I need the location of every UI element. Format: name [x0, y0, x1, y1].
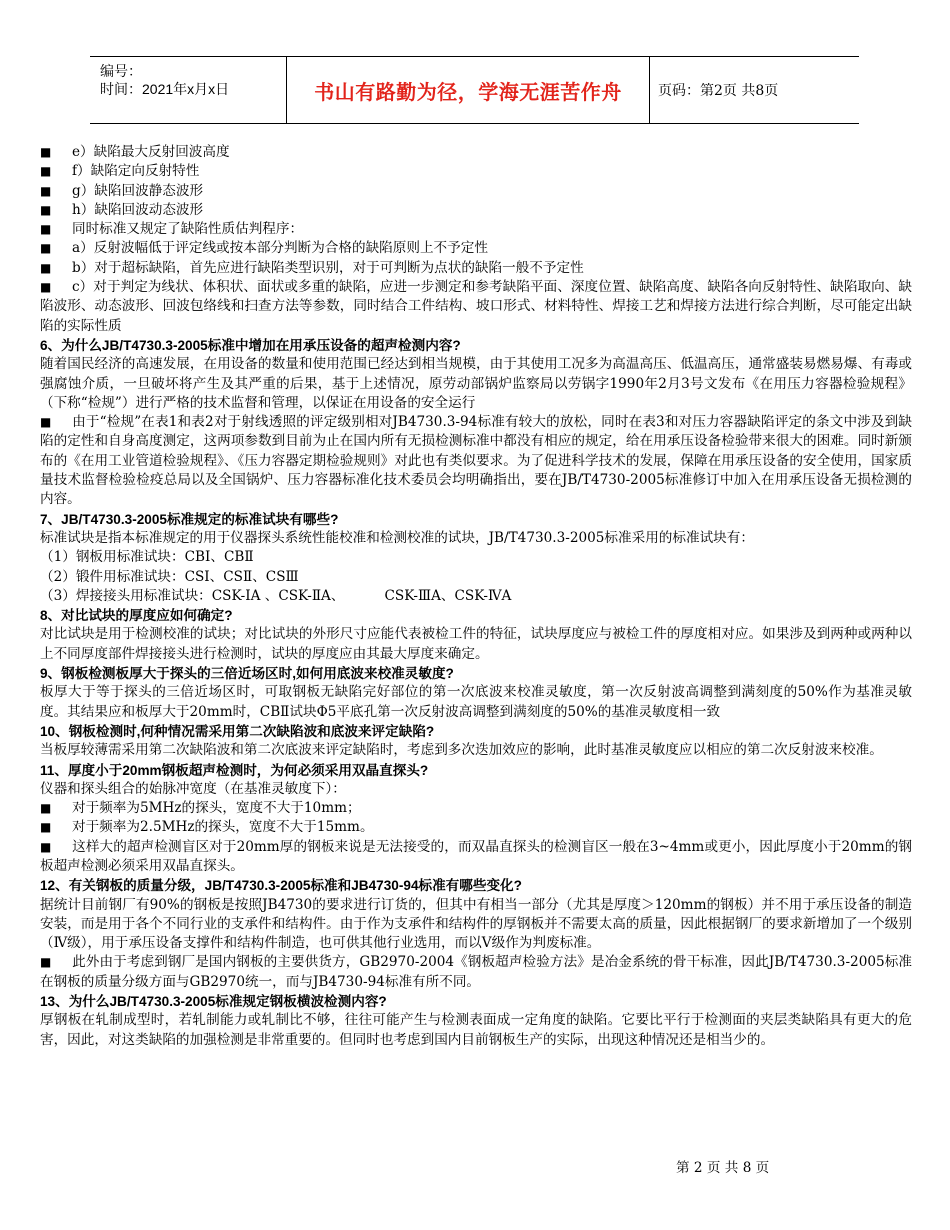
- list-item: ■ b）对于超标缺陷，首先应进行缺陷类型识别，对于可判断为点状的缺陷一般不予定性: [40, 259, 912, 278]
- header-motto-cell: [287, 57, 650, 123]
- section-heading: 13、为什么JB/T4730.3-2005标准规定钢板横波检测内容?: [40, 994, 387, 1010]
- header-page-cell: [658, 57, 778, 123]
- list-item: ■ 由于“检规”在表1和表2对于射线透照的评定级别相对JB4730.3-94标准有较大的放松，同时在表3和对压力容器缺陷评定的条文中涉及到缺陷的定性和自身高度测定，这两项参数到目前为止在国内所有无损检测标准中都没有相应的规定，给在用承压设备检验带来很大的困难。同时新颁布的《在用工业管道检验规程》、《压力容器定期检验规则》对此也有类似要求。为了促进科学技术的发展，保障在用承压设备的安全使用，国家质量技术监督检验检疫总局以及全国锅炉、压力容器标准化技术委员会均明确指出，要在JB/T4730-2005标准修订中加入在用承压设备无损检测的内容。: [40, 413, 912, 509]
- paragraph: 据统计目前钢厂有90%的钢板是按照JB4730的要求进行订货的，但其中有相当一部分（尤其是厚度＞120mm的钢板）并不用于承压设备的制造安装，而是用于各个不同行业的支承件和结构件。由于作为支承件和结构件的厚钢板并不需要太高的质量，因此根据钢厂的要求新增加了一个级别（Ⅳ级），用于承压设备支撑件和结构件制造，也可供其他行业选用，而以Ⅴ级作为判废标准。: [40, 896, 912, 952]
- paragraph: 随着国民经济的高速发展，在用设备的数量和使用范围已经达到相当规模，由于其使用工况多为高温高压、低温高压，通常盛装易燃易爆、有毒或强腐蚀介质，一旦破坏将产生及其严重的后果，基于上述情况，原劳动部锅炉监察局以劳锅字1990年2月3号文发布《在用压力容器检验规程》（下称“检规”）进行严格的技术监督和管理，以保证在用设备的安全运行: [40, 356, 912, 411]
- list-item: [40, 587, 912, 606]
- page-footer: 第 2 页 共 8 页: [676, 1160, 770, 1176]
- paragraph: 板厚大于等于探头的三倍近场区时，可取钢板无缺陷完好部位的第一次底波来校准灵敏度，第一次反射波高调整到满刻度的50%作为基准灵敏度。其结果应和板厚大于20mm时，CBⅡ试块Φ5平底孔第一次反射波高调整到满刻度的50%的基准灵敏度相一致: [40, 684, 912, 720]
- list-item: ■ 此外由于考虑到钢厂是国内钢板的主要供货方，GB2970-2004《钢板超声检验方法》是冶金系统的骨干标准，因此JB/T4730.3-2005标准在钢板的质量分级方面与GB2970统一，而与JB4730-94标准有所不同。: [40, 953, 912, 992]
- section-heading: 11、厚度小于20mm钢板超声检测时，为何必须采用双晶直探头?: [40, 762, 429, 778]
- list-item-part: （3）焊接接头用标准试块：CSK-ⅠA 、CSK-ⅡA、: [40, 587, 345, 604]
- list-item: ■ f）缺陷定向反射特性: [40, 162, 912, 181]
- document-body: [40, 143, 912, 1050]
- section-heading: 10、钢板检测时,何种情况需采用第二次缺陷波和底波来评定缺陷?: [40, 723, 435, 739]
- header-info-cell: [90, 57, 287, 123]
- section-heading: 12、有关钢板的质量分级，JB/T4730.3-2005标准和JB4730-94标准有哪些变化?: [40, 878, 522, 894]
- paragraph: 厚钢板在轧制成型时，若轧制能力或轧制比不够，往往可能产生与检测表面成一定角度的缺陷。它要比平行于检测面的夹层类缺陷具有更大的危害，因此，对这类缺陷的加强检测是非常重要的。但同时也考虑到国内目前钢板生产的实际，出现这种情况还是相当少的。: [40, 1012, 912, 1048]
- list-item: ■ g）缺陷回波静态波形: [40, 182, 912, 201]
- list-item: ■ 同时标准又规定了缺陷性质估判程序：: [40, 220, 912, 239]
- section-heading: 6、为什么JB/T4730.3-2005标准中增加在用承压设备的超声检测内容?: [40, 337, 461, 353]
- paragraph: 标准试块是指本标准规定的用于仪器探头系统性能校准和检测校准的试块，JB/T4730.3-2005标准采用的标准试块有：: [40, 529, 754, 546]
- list-item: ■ 对于频率为2.5MHz的探头，宽度不大于15mm。: [40, 818, 912, 837]
- paragraph: 当板厚较薄需采用第二次缺陷波和第二次底波来评定缺陷时，考虑到多次迭加效应的影响，此时基准灵敏度应以相应的第二次反射波来校准。: [40, 742, 883, 759]
- list-item: ■ a）反射波幅低于评定线或按本部分判断为合格的缺陷原则上不予定性: [40, 239, 912, 258]
- list-item: ■ c）对于判定为线状、体积状、面状或多重的缺陷，应进一步测定和参考缺陷平面、深度位置、缺陷高度、缺陷各向反射特性、缺陷取向、缺陷波形、动态波形、回波包络线和扫查方法等参数，同时结合工件结构、坡口形式、材料特性、焊接工艺和焊接方法进行综合判断，尽可能定出缺陷的实际性质: [40, 278, 912, 336]
- number-label: 编号：: [100, 63, 142, 79]
- section-heading: 7、JB/T4730.3-2005标准规定的标准试块有哪些?: [40, 511, 339, 527]
- section-heading: 9、钢板检测板厚大于探头的三倍近场区时,如何用底波来校准灵敏度?: [40, 666, 454, 682]
- section-heading: 8、对比试块的厚度应如何确定?: [40, 608, 233, 624]
- paragraph: 对比试块是用于检测校准的试块；对比试块的外形尺寸应能代表被检工件的特征，试块厚度应与被检工件的厚度相对应。如果涉及到两种或两种以上不同厚度部件焊接接头进行检测时，试块的厚度应由其最大厚度来确定。: [40, 626, 912, 662]
- page-header: [90, 56, 859, 124]
- list-item: （1）钢板用标准试块：CBⅠ、CBⅡ: [40, 549, 254, 566]
- list-item: ■ 对于频率为5MHz的探头，宽度不大于10mm；: [40, 799, 912, 818]
- paragraph: 仪器和探头组合的始脉冲宽度（在基准灵敏度下）：: [40, 780, 346, 797]
- time-label: 时间：2021年x月x日: [100, 81, 230, 97]
- motto-text: 书山有路勤为径，学海无涯苦作舟: [314, 79, 622, 104]
- list-item: ■ 这样大的超声检测盲区对于20mm厚的钢板来说是无法接受的，而双晶直探头的检测盲区一般在3~4mm或更小，因此厚度小于20mm的钢板超声检测必须采用双晶直探头。: [40, 838, 912, 877]
- list-item: （2）锻件用标准试块：CSⅠ、CSⅡ、CSⅢ: [40, 568, 299, 585]
- list-item: ■ h）缺陷回波动态波形: [40, 201, 912, 220]
- list-item: ■ e）缺陷最大反射回波高度: [40, 143, 912, 162]
- page-label: 页码：第2页 共8页: [658, 83, 779, 99]
- list-item-part: CSK-ⅢA、CSK-ⅣA: [384, 587, 512, 604]
